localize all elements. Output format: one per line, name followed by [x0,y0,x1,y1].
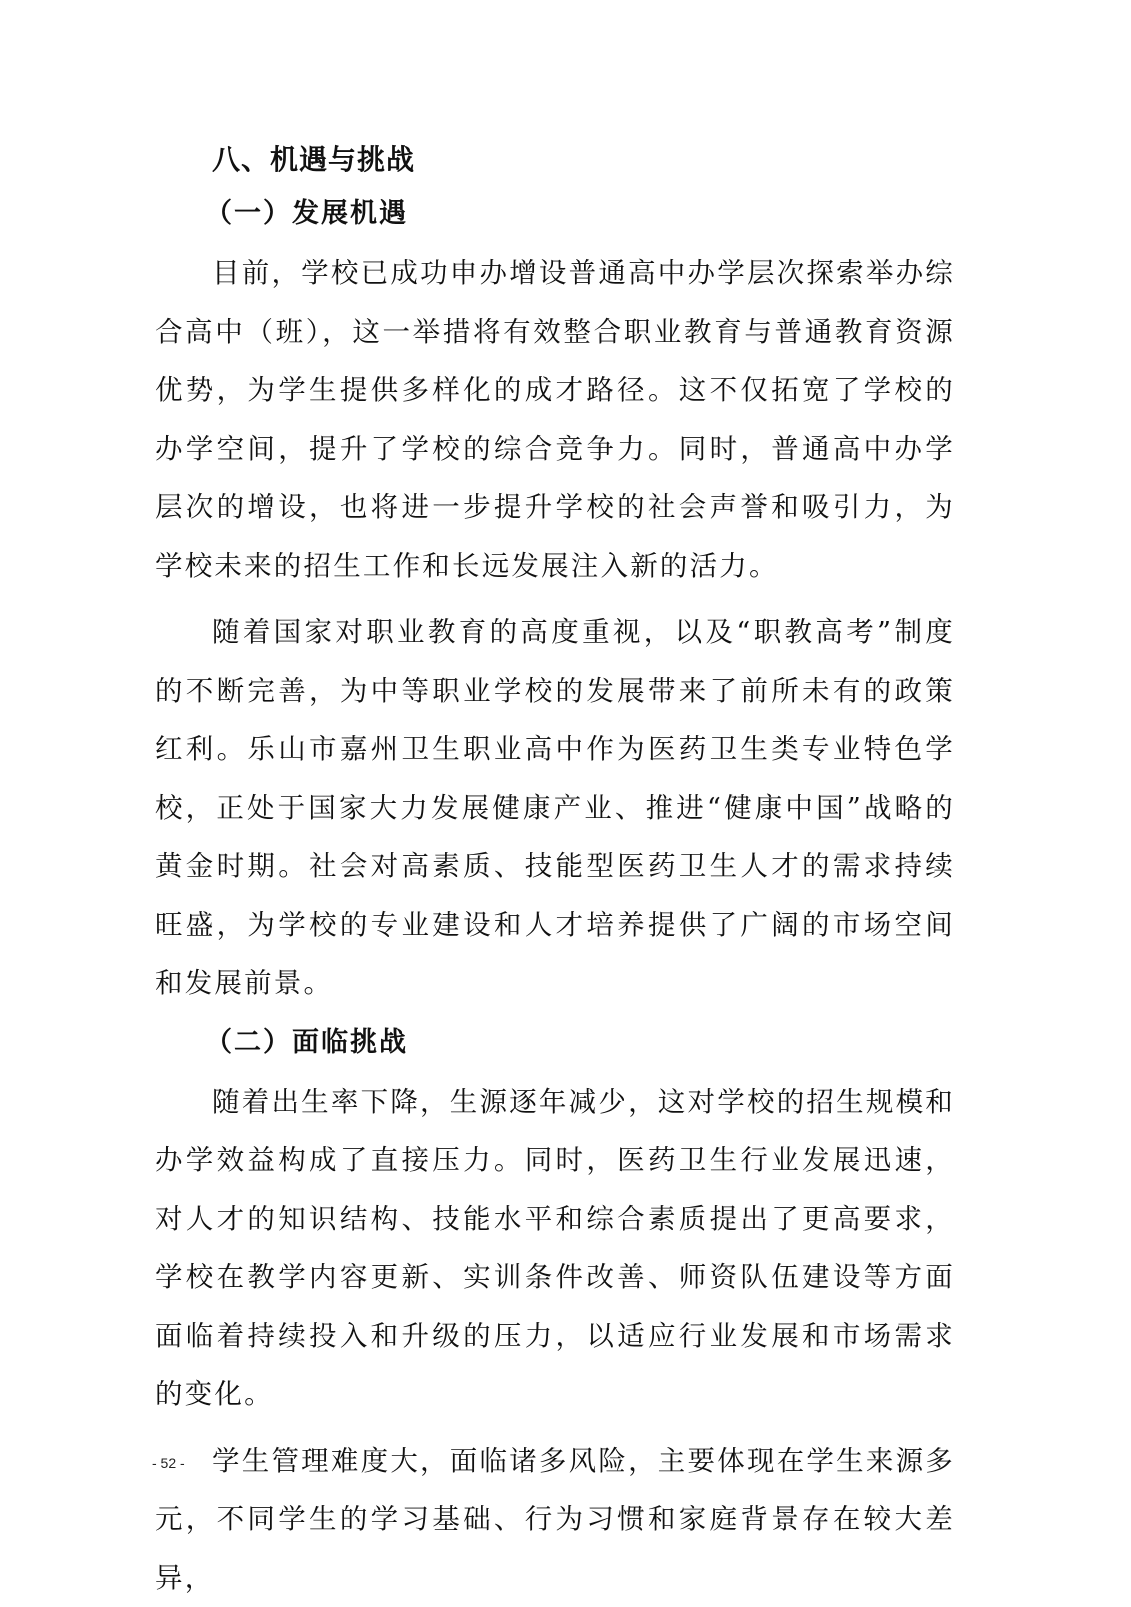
page-number: - 52 - [152,1455,185,1471]
paragraph-challenges-1: 随着出生率下降，生源逐年减少，这对学校的招生规模和办学效益构成了直接压力。同时，医药卫生行业发展迅速，对人才的知识结构、技能水平和综合素质提出了更高要求，学校在教学内容更新、实训条件改善、师资队伍建设等方面面临着持续投入和升级的压力，以适应行业发展和市场需求的变化。 [155,1073,955,1424]
paragraph-opportunities-1: 目前，学校已成功申办增设普通高中办学层次探索举办综合高中（班），这一举措将有效整合职业教育与普通教育资源优势，为学生提供多样化的成才路径。这不仅拓宽了学校的办学空间，提升了学校的综合竞争力。同时，普通高中办学层次的增设，也将进一步提升学校的社会声誉和吸引力，为学校未来的招生工作和长远发展注入新的活力。 [155,244,955,595]
subsection-title-opportunities: （一）发展机遇 [205,192,955,236]
section-title: 八、机遇与挑战 [212,138,955,182]
paragraph-opportunities-2: 随着国家对职业教育的高度重视，以及“职教高考”制度的不断完善，为中等职业学校的发展带来了前所未有的政策红利。乐山市嘉州卫生职业高中作为医药卫生类专业特色学校，正处于国家大力发展健康产业、推进“健康中国”战略的黄金时期。社会对高素质、技能型医药卫生人才的需求持续旺盛，为学校的专业建设和人才培养提供了广阔的市场空间和发展前景。 [155,603,955,1013]
paragraph-challenges-2: 学生管理难度大，面临诸多风险，主要体现在学生来源多元，不同学生的学习基础、行为习惯和家庭背景存在较大差异， [155,1432,955,1607]
subsection-title-challenges: （二）面临挑战 [205,1021,955,1065]
page-content [155,138,955,1607]
